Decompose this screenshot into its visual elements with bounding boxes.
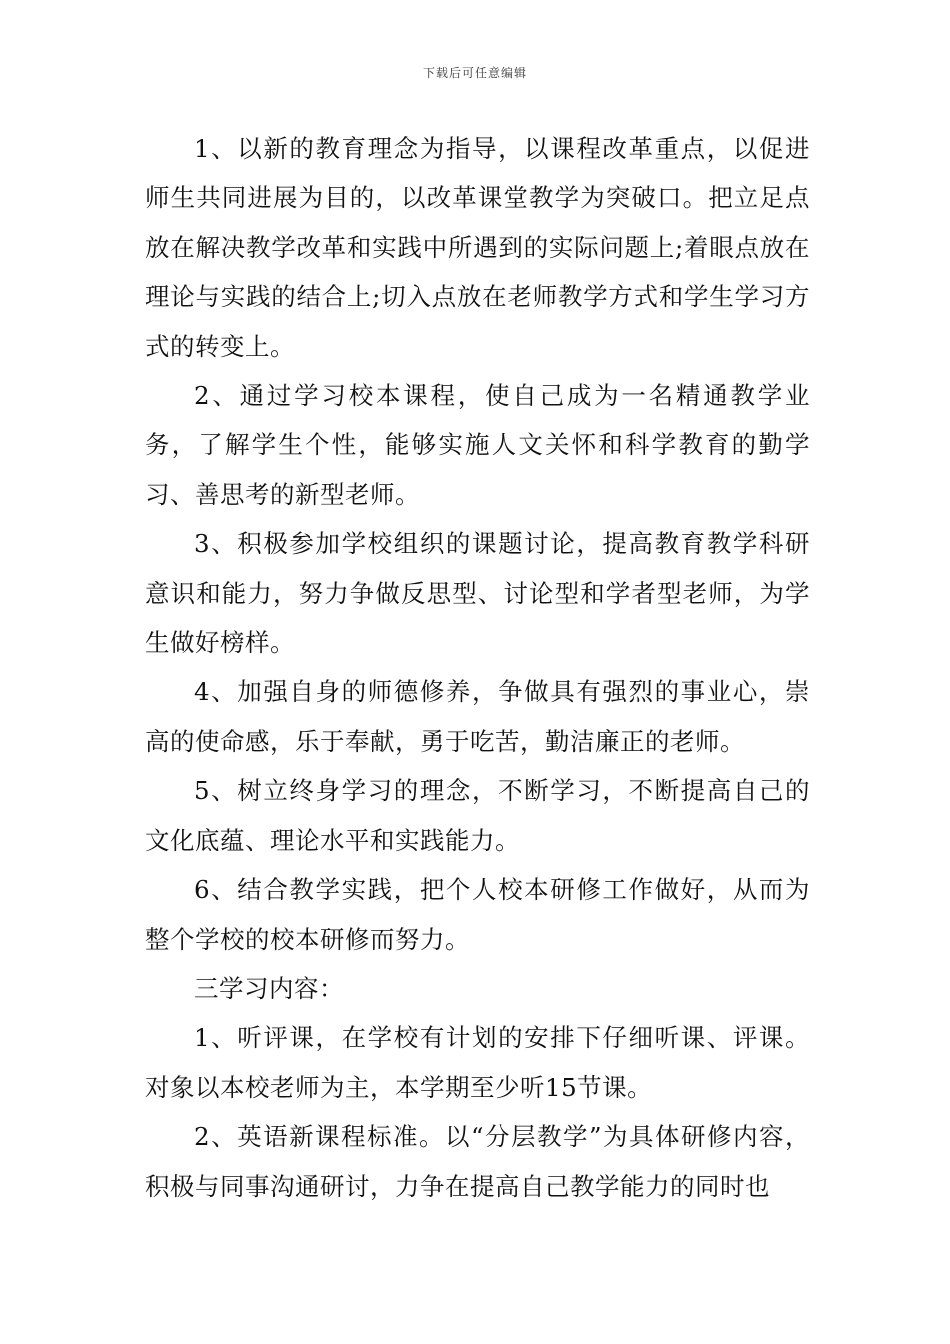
document-body: [145, 124, 810, 1211]
paragraph-goal-4: 4、加强自身的师德修养，争做具有强烈的事业心，崇高的使命感，乐于奉献，勇于吃苦，勤洁廉正的老师。: [145, 677, 810, 756]
paragraph-content-2: 2、英语新课程标准。以“分层教学”为具体研修内容，积极与同事沟通研讨，力争在提高自己教学能力的同时也: [145, 1122, 810, 1201]
paragraph-content-1: 1、听评课，在学校有计划的安排下仔细听课、评课。对象以本校老师为主，本学期至少听15节课。: [145, 1023, 810, 1102]
section-heading-study-content: 三学习内容：: [194, 973, 344, 1003]
paragraph-goal-5: 5、树立终身学习的理念，不断学习，不断提高自己的文化底蕴、理论水平和实践能力。: [145, 776, 810, 855]
header-note: 下载后可任意编辑: [422, 66, 527, 80]
paragraph-goal-2: 2、通过学习校本课程，使自己成为一名精通教学业务，了解学生个性，能够实施人文关怀和科学教育的勤学习、善思考的新型老师。: [145, 381, 810, 509]
paragraph-goal-3: 3、积极参加学校组织的课题讨论，提高教育教学科研意识和能力，努力争做反思型、讨论型和学者型老师，为学生做好榜样。: [145, 529, 810, 658]
paragraph-goal-6: 6、结合教学实践，把个人校本研修工作做好，从而为整个学校的校本研修而努力。: [145, 875, 810, 954]
paragraph-goal-1: 1、以新的教育理念为指导，以课程改革重点，以促进师生共同进展为目的，以改革课堂教学为突破口。把立足点放在解决教学改革和实践中所遇到的实际问题上;着眼点放在理论与实践的结合上;切入点放在老师教学方式和学生学习方式的转变上。: [145, 134, 810, 361]
